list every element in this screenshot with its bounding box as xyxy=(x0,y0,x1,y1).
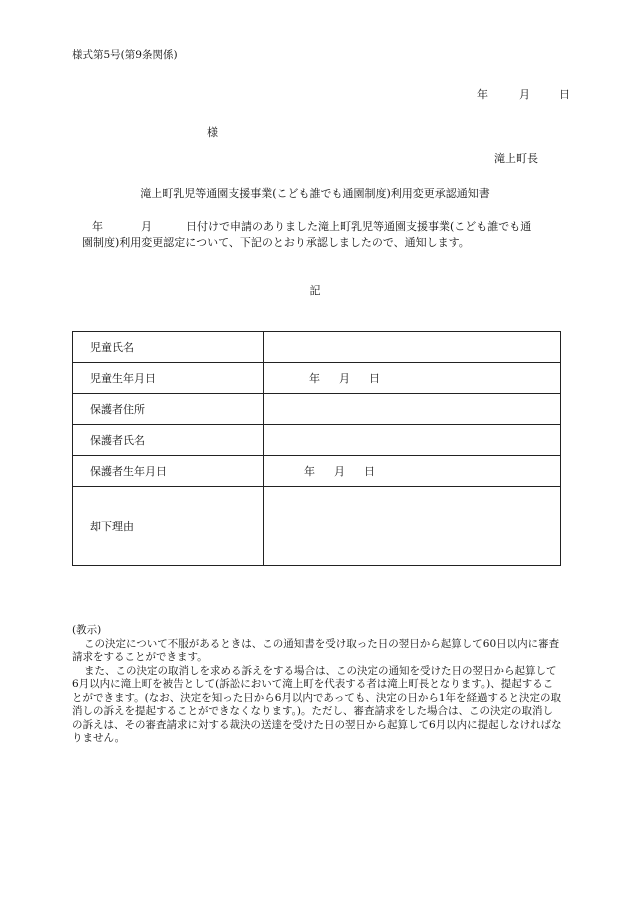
table-row xyxy=(73,456,561,487)
issue-date xyxy=(477,86,570,102)
guardian-name-field xyxy=(264,425,561,456)
body-line1: 日付けで申請のありました滝上町乳児等通園支援事業(こども誰でも通 xyxy=(186,220,532,233)
guardian-birth-label: 保護者生年月日 xyxy=(73,456,264,487)
table-row xyxy=(73,332,561,363)
issue-date-day: 日 xyxy=(559,88,570,101)
child-birth-field xyxy=(264,363,561,394)
notes-paragraph-1: この決定について不服があるときは、この通知書を受け取った日の翌日から起算して60日以内に審査請求をすることができます。 xyxy=(72,637,560,663)
issue-date-month: 月 xyxy=(519,88,530,101)
document-title: 滝上町乳児等通園支援事業(こども誰でも通園制度)利用変更承認通知書 xyxy=(140,187,490,200)
child-birth-month: 月 xyxy=(339,372,350,385)
guardian-birth-day: 日 xyxy=(364,465,375,478)
ki-heading: 記 xyxy=(309,284,321,297)
issuer-name: 滝上町長 xyxy=(494,152,538,165)
body-line2: 園制度)利用変更認定について、下記のとおり承認しましたので、通知します。 xyxy=(82,236,470,249)
addressee-suffix: 様 xyxy=(207,126,218,139)
issue-date-year: 年 xyxy=(477,88,488,101)
rejection-reason-label: 却下理由 xyxy=(73,487,264,566)
instruction-notes xyxy=(72,624,562,746)
child-name-field xyxy=(264,332,561,363)
child-birth-day: 日 xyxy=(369,372,380,385)
guardian-birth-year: 年 xyxy=(304,465,315,478)
body-paragraph xyxy=(82,219,562,251)
notes-heading: (教示) xyxy=(72,624,102,636)
child-name-label: 児童氏名 xyxy=(73,332,264,363)
child-birth-year: 年 xyxy=(309,372,320,385)
guardian-birth-month: 月 xyxy=(334,465,345,478)
guardian-address-label: 保護者住所 xyxy=(73,394,264,425)
notes-paragraph-2: また、この決定の取消しを求める訴えをする場合は、この決定の通知を受けた日の翌日から起算して6月以内に滝上町を被告として(訴訟において滝上町を代表する者は滝上町長となります。)、提起することができます。(なお、決定を知った日から6月以内であっても、決定の日から1年を経過すると決定の取消しの訴えを提起することができなくなります。)。ただし、審査請求をした場合は、この決定の取消しの訴えは、その審査請求に対する裁決の送達を受けた日の翌日から起算して6月以内に提起しなければなりません。 xyxy=(72,664,562,744)
table-row xyxy=(73,425,561,456)
guardian-address-field xyxy=(264,394,561,425)
guardian-name-label: 保護者氏名 xyxy=(73,425,264,456)
table-row xyxy=(73,363,561,394)
rejection-reason-field xyxy=(264,487,561,566)
body-year: 年 xyxy=(92,220,103,233)
guardian-birth-field xyxy=(264,456,561,487)
body-month: 月 xyxy=(141,220,152,233)
child-birth-label: 児童生年月日 xyxy=(73,363,264,394)
table-row xyxy=(73,487,561,566)
form-number: 様式第5号(第9条関係) xyxy=(72,49,178,61)
info-table xyxy=(72,331,561,566)
table-row xyxy=(73,394,561,425)
